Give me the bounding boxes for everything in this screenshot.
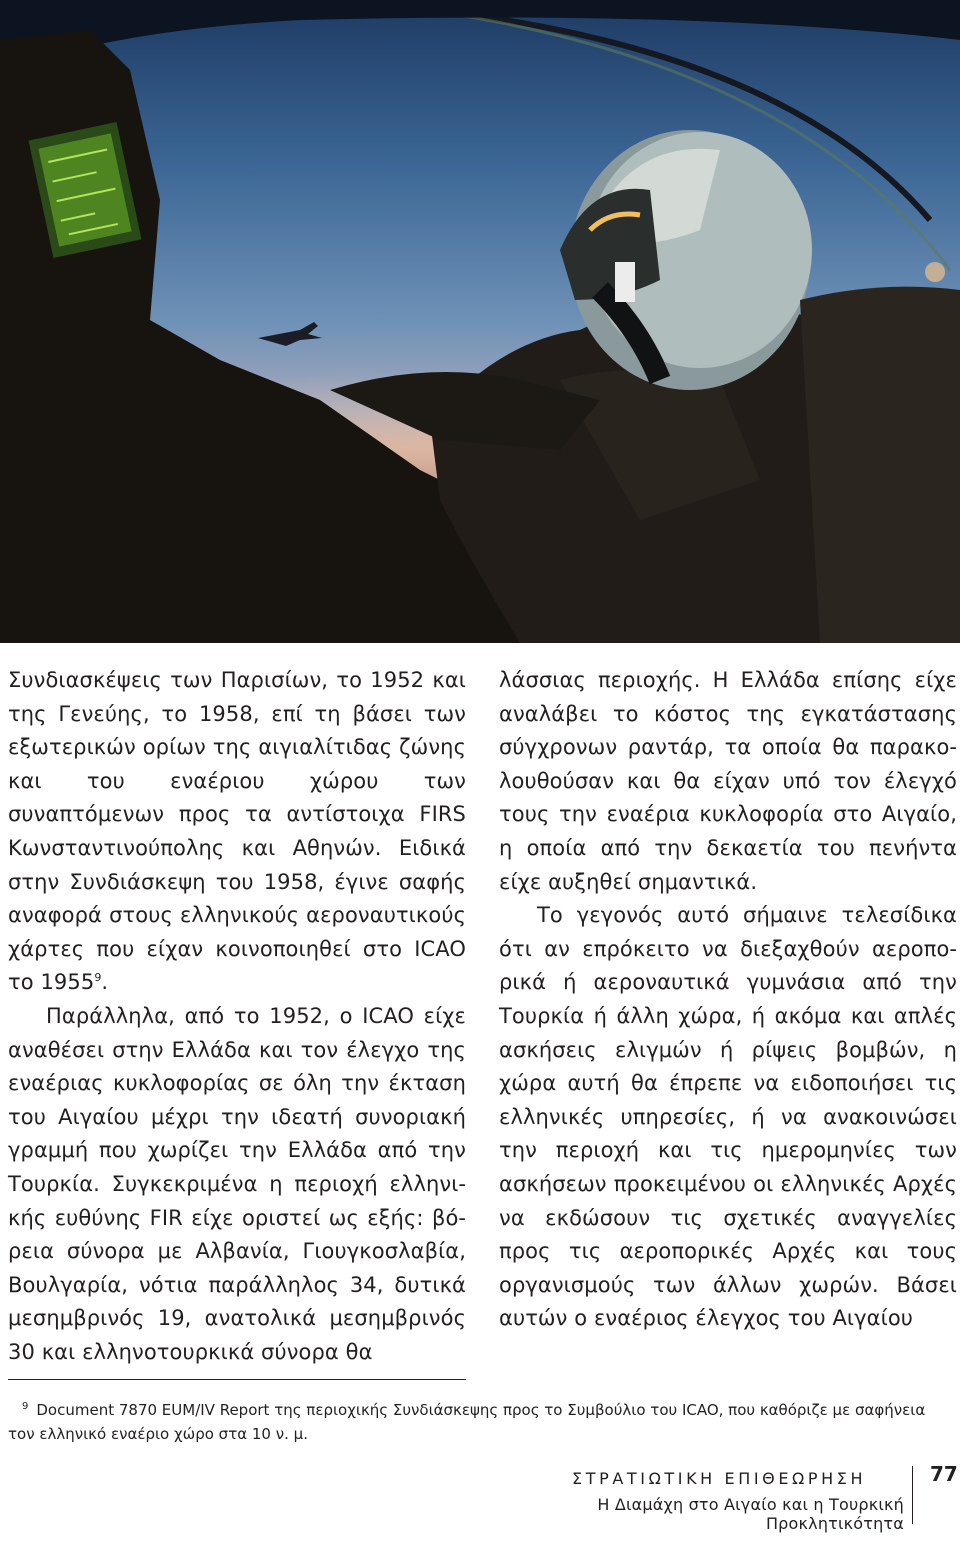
distant-jet — [258, 322, 322, 346]
cockpit-photo — [0, 0, 960, 643]
paragraph: λάσσιας περιοχής. Η Ελλάδα επίσης είχε αναλάβει το κόστος της εγκατάστασης σύγχρονων ραντάρ, τα οποία θα παρακολουθούσαν και θα είχαν υπό τον έλεγχό τους την εναέρια κυκλοφορία στο Αιγαίο, η οποία από την δεκαετία του πενήντα είχε αυξηθεί σημαντικά. — [499, 668, 957, 894]
cockpit-photo-illustration — [0, 0, 960, 643]
footnote-text: Document 7870 EUM/IV Report της περιοχικής Συνδιάσκεψης προς το Συμβούλιο του ICAO, που καθόριζε με σαφήνεια τον ελληνικό εναέριο χώρο στα 10 ν. μ. — [8, 1401, 926, 1443]
footnote-divider — [8, 1379, 466, 1380]
footnote-reference[interactable]: 9 — [94, 971, 102, 985]
publication-name: ΣΤΡΑΤΙΩΤΙΚΗ ΕΠΙΘΕΩΡΗΣΗ — [572, 1469, 867, 1488]
article-title: Η Διαμάχη στο Αιγαίο και η Τουρκική Προκλητικότητα — [597, 1495, 904, 1533]
paragraph: Παράλληλα, από το 1952, ο ICAO είχε αναθέσει στην Ελλάδα και τον έλεγχο της εναέριας κυκλοφορίας σε όλη την έκταση του Αιγαίου μέχρι την ιδεατή συνοριακή γραμμή που χωρίζει την Ελλάδα από την Τουρκία. Συγκεκριμένα η περιοχή ελληνικής ευθύνης FIR είχε οριστεί ως εξής: βόρεια σύνορα με Αλβανία, Γιουγκοσλαβία, Βουλγαρία, νότια παράλληλος 34, δυτικά μεσημβρινός 19, ανατολικά μεσημβρινός 30 και ελληνοτουρκικά σύνορα θα — [8, 1003, 466, 1364]
page-number: 77 — [930, 1462, 958, 1486]
footnote-number: 9 — [22, 1401, 29, 1412]
paragraph: Συνδιασκέψεις των Παρισίων, το 1952 και της Γενεύης, το 1958, επί τη βάσει των εξωτερικών ορίων της αιγιαλίτιδας ζώνης και του εναέριου χώρου των συναπτόμενων προς τα αντίστοιχα FIRS Κωνσταντινούπολης και Αθηνών. Ειδικά στην Συνδιάσκεψη του 1958, έγινε σαφής αναφορά στους ελληνικούς αεροναυτικούς χάρτες που είχαν κοινοποιηθεί στο ICAO το 1955$^9$. — [8, 668, 466, 995]
footnote — [8, 1398, 954, 1446]
footer-divider — [912, 1466, 913, 1524]
text-column-right — [499, 664, 957, 1336]
paragraph: Το γεγονός αυτό σήμαινε τελεσίδικα ότι αν επρόκειτο να διεξαχθούν αεροπορικά ή αεροναυτικά γυμνάσια από την Τουρκία ή άλλη χώρα, ή ακόμα και απλές ασκήσεις ελιγμών ή ρίψεις βομβών, η χώρα αυτή θα έπρεπε να ειδοποιήσει τις ελληνικές υπηρεσίες, ή να ανακοινώσει την περιοχή και τις ημερομηνίες των ασκήσεων προκειμένου οι ελληνικές Αρχές να εκδώσουν τις σχετικές αναγγελίες προς τις αεροπορικές Αρχές και τους οργανισμούς των άλλων χωρών. Βάσει αυτών ο εναέριος έλεγχος του Αιγαίου — [499, 903, 957, 1331]
text-column-left — [8, 664, 466, 1369]
